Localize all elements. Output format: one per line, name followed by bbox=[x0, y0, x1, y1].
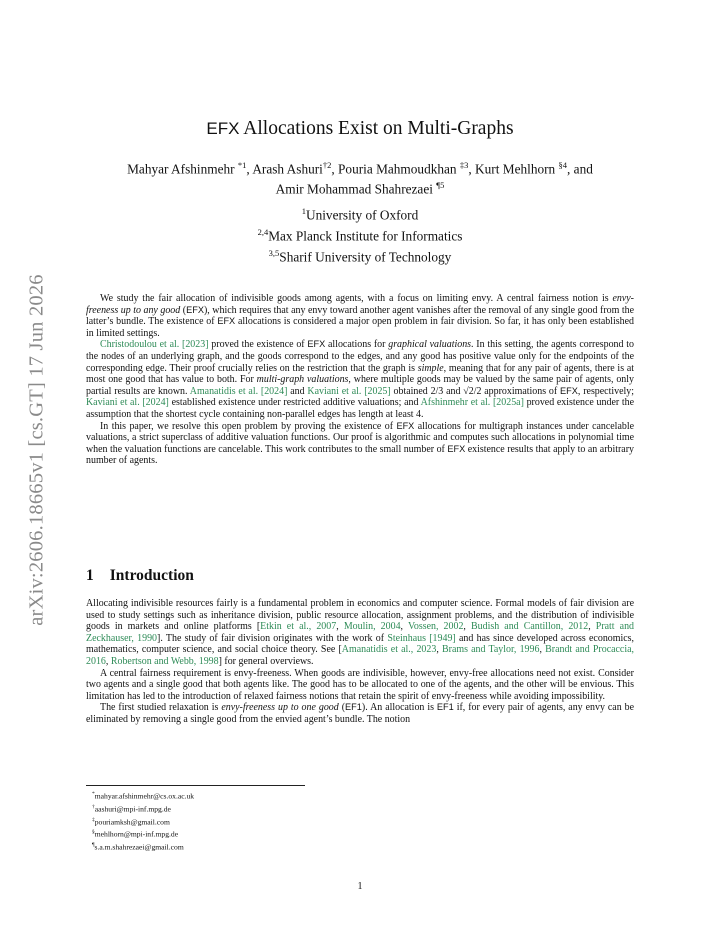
arxiv-id: arXiv:2606.18665v1 [cs.GT] 17 Jun 2026 bbox=[25, 274, 48, 626]
text-run: if, for every pair of agents, any envy can be eliminated by removing a single good from the envied agent’s bundle. The notion bbox=[86, 702, 634, 725]
citation-link[interactable]: Kaviani et al. [2024] bbox=[86, 397, 169, 409]
authors-line bbox=[86, 157, 634, 177]
footnote-rule bbox=[86, 785, 305, 786]
footnote-email: aashuri@mpi-inf.mpg.de bbox=[94, 804, 171, 814]
citation-link[interactable]: Vossen, 2002 bbox=[407, 621, 464, 633]
footnote-email: pouriamksh@gmail.com bbox=[94, 817, 170, 827]
author-name: , Arash Ashuri bbox=[246, 161, 323, 177]
citation-link[interactable]: Budish and Cantillon, 2012 bbox=[471, 621, 589, 633]
citation-link[interactable]: Brams and Taylor, 1996 bbox=[442, 644, 540, 656]
introduction-body bbox=[86, 598, 634, 726]
text-run: , respectively; bbox=[577, 385, 634, 397]
notion-acronym: EFX bbox=[396, 420, 415, 431]
paper-title bbox=[0, 118, 720, 140]
text-run: proved existence under the assumption that the shortest cycle containing non-parallel edges has length at least 4. bbox=[86, 397, 635, 420]
notion-acronym: EF1 bbox=[436, 702, 454, 713]
citation-link[interactable]: Kaviani et al. [2025] bbox=[307, 385, 391, 397]
notion-acronym: EFX bbox=[186, 304, 204, 315]
citation-link[interactable]: Amanatidis et al. [2024] bbox=[189, 385, 288, 397]
title-rest: Allocations Exist on Multi-Graphs bbox=[239, 118, 514, 139]
text-run: allocations for multigraph instances under cancelable valuations, a strict superclass of additive valuation functions. Our proof is algorithmic and computes such allocations in polynomial time when the valuation functions are cancelable. This work contributes to the small number of bbox=[86, 420, 634, 455]
citation-link[interactable]: Afshinmehr et al. [2025a] bbox=[420, 397, 524, 409]
affiliation bbox=[0, 224, 720, 245]
text-run: obtained 2/3 and √2/2 approximations of bbox=[390, 385, 561, 397]
author-name: Amir Mohammad Shahrezaei bbox=[275, 181, 437, 197]
footnote-mark: * bbox=[92, 791, 95, 797]
footnote-mark: † bbox=[92, 803, 95, 810]
footnote bbox=[92, 789, 194, 802]
affiliation-name: University of Oxford bbox=[305, 207, 419, 223]
arxiv-sidebar-stamp bbox=[14, 230, 60, 670]
footnote bbox=[92, 827, 194, 840]
footnote bbox=[92, 802, 194, 815]
section-number: 1 bbox=[86, 567, 94, 584]
text-run: ]. The study of fair division originates with the work of bbox=[157, 632, 388, 644]
text-run: ). An allocation is bbox=[361, 702, 437, 714]
page-number: 1 bbox=[357, 881, 363, 892]
abstract bbox=[86, 293, 634, 467]
footnote-email: s.a.m.shahrezaei@gmail.com bbox=[94, 842, 184, 852]
emphasis-text: graphical valuations bbox=[388, 339, 472, 351]
citation-link[interactable]: Amanatidis et al., 2023 bbox=[341, 644, 437, 656]
citation-link[interactable]: Brandt and Procaccia, 2016 bbox=[86, 644, 634, 667]
affiliation-mark: 1 bbox=[301, 206, 306, 216]
text-run: The first studied relaxation is bbox=[100, 702, 222, 714]
footnote-mark: ‡ bbox=[92, 816, 95, 823]
text-run: , where multiple goods may be valued by the same pair of agents, only partial results are known. bbox=[86, 374, 634, 397]
text-run: A central fairness requirement is envy-freeness. When goods are indivisible, however, envy-free allocations need not exist. Consider two agents and a single good that both agents like. The good has to be allocated to one of the agents, and the other will be envious. This limitation has led to the introduction of relaxed fairness notions that retain the spirit of envy-freeness while avoiding impossibility. bbox=[86, 667, 634, 702]
notion-acronym: EFX bbox=[560, 385, 578, 396]
citation-link[interactable]: Pratt and Zeckhauser, 1990 bbox=[86, 621, 635, 644]
text-run: ] for general overviews. bbox=[218, 655, 314, 667]
author-mark: ‡3 bbox=[459, 160, 469, 170]
emphasis-text: envy-freeness up to one good bbox=[221, 702, 339, 714]
author-name: , and bbox=[567, 161, 593, 177]
emphasis-text: multi-graph valuations bbox=[256, 374, 349, 386]
text-run: , bbox=[588, 621, 596, 633]
text-run: and has since developed across economics, mathematics, computer science, and social choice theory. See [ bbox=[86, 632, 635, 656]
text-run: and bbox=[287, 385, 308, 397]
text-run: Allocating indivisible resources fairly is a fundamental problem in economics and computer science. Formal models of fair division are used to study settings such as inheritance division, public resource allocation, assignment problems, and the distribution of indivisible goods in markets and online platforms [ bbox=[86, 598, 634, 633]
abstract-paragraph bbox=[86, 293, 634, 339]
body-paragraph bbox=[86, 668, 634, 703]
text-run: In this paper, we resolve this open problem by proving the existence of bbox=[100, 420, 397, 432]
citation-link[interactable]: Etkin et al., 2007 bbox=[260, 621, 337, 633]
footnote bbox=[92, 840, 194, 853]
citation-link[interactable]: Robertson and Webb, 1998 bbox=[110, 655, 219, 667]
abstract-paragraph bbox=[86, 339, 634, 420]
title-efx: EFX bbox=[206, 119, 240, 138]
text-run: , bbox=[436, 644, 443, 656]
section-heading bbox=[86, 567, 194, 585]
footnote-email: mehlhorn@mpi-inf.mpg.de bbox=[94, 830, 179, 840]
text-run: , bbox=[539, 644, 546, 656]
footnotes bbox=[92, 789, 194, 853]
author-mark: *1 bbox=[237, 160, 247, 170]
text-run: ( bbox=[338, 702, 346, 714]
author-mark: ¶5 bbox=[436, 180, 445, 191]
author-name: , Pouria Mahmoudkhan bbox=[331, 161, 460, 177]
affiliation bbox=[0, 203, 720, 224]
author-mark: †2 bbox=[322, 160, 332, 170]
text-run: existence results that apply to an arbitrary number of agents. bbox=[86, 443, 634, 467]
text-run: ), which requires that any envy toward another agent vanishes after the removal of any single good from the latter’s bundle. The existence of bbox=[86, 304, 635, 328]
author-list bbox=[86, 157, 634, 198]
footnote-email: mahyar.afshinmehr@cs.ox.ac.uk bbox=[94, 791, 195, 801]
text-run: established existence under restricted additive valuations; and bbox=[168, 397, 421, 409]
notion-acronym: EFX bbox=[217, 316, 236, 327]
citation-link[interactable]: Moulin, 2004 bbox=[343, 621, 401, 633]
authors-line bbox=[86, 177, 634, 197]
footnote bbox=[92, 815, 194, 828]
text-run: . In this setting, the agents correspond to the nodes of an underlying graph, and the goods correspond to the edges, and any good has positive value only for the endpoints of the corresponding edge. Their proof crucially relies on the restriction that the graph is bbox=[86, 339, 634, 374]
affiliation-name: Sharif University of Technology bbox=[279, 249, 452, 265]
text-run: , bbox=[463, 621, 472, 633]
text-run: We study the fair allocation of indivisible goods among agents, with a focus on limiting envy. A central fairness notion is bbox=[100, 293, 613, 304]
body-paragraph bbox=[86, 702, 634, 725]
footnote-mark: ¶ bbox=[92, 842, 95, 849]
notion-acronym: EF1 bbox=[345, 702, 362, 713]
text-run: allocations for bbox=[325, 339, 389, 351]
affiliation-name: Max Planck Institute for Informatics bbox=[268, 228, 463, 244]
notion-acronym: EFX bbox=[307, 339, 326, 350]
affiliation-mark: 3,5 bbox=[268, 247, 280, 258]
text-run: , bbox=[400, 621, 408, 633]
author-name: Mahyar Afshinmehr bbox=[127, 161, 238, 177]
emphasis-text: envy-freeness up to any good bbox=[86, 293, 634, 316]
citation-link[interactable]: Christodoulou et al. [2023] bbox=[100, 339, 209, 351]
body-paragraph bbox=[86, 598, 634, 668]
text-run: , bbox=[336, 621, 344, 633]
abstract-paragraph bbox=[86, 421, 634, 467]
section-title: Introduction bbox=[109, 567, 194, 584]
text-run: , bbox=[105, 655, 111, 667]
author-mark: §4 bbox=[558, 160, 568, 170]
citation-link[interactable]: Steinhaus [1949] bbox=[387, 632, 456, 644]
affiliation-mark: 2,4 bbox=[257, 226, 269, 237]
affiliation bbox=[0, 245, 720, 266]
text-run: proved the existence of bbox=[208, 339, 308, 351]
text-run: ( bbox=[180, 304, 187, 316]
affiliations bbox=[0, 203, 720, 266]
footnote-mark: § bbox=[92, 829, 95, 836]
text-run: , meaning that for any pair of agents, there is at most one good that has value to both. For bbox=[86, 362, 634, 386]
notion-acronym: EFX bbox=[447, 443, 466, 454]
emphasis-text: simple bbox=[417, 362, 444, 374]
text-run: allocations is considered a major open problem in fair division. So far, it has only been established in limited settings. bbox=[86, 316, 634, 339]
author-name: , Kurt Mehlhorn bbox=[468, 161, 559, 177]
